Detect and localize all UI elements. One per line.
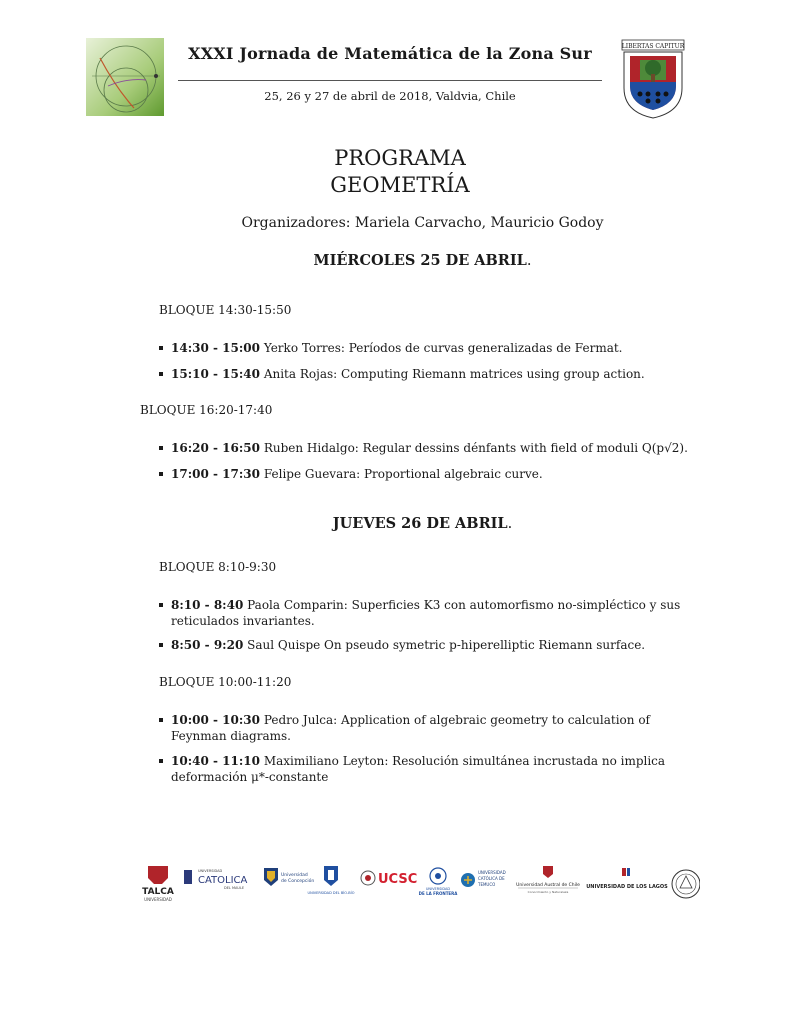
talk-title: Paola Comparin: Superficies K3 con automorfismo no-simpléctico y sus reticulados invariantes. [171, 598, 681, 628]
talk-time: 15:10 - 15:40 [171, 367, 260, 381]
svg-text:UCSC: UCSC [378, 872, 418, 887]
svg-text:Universidad: Universidad [281, 873, 308, 878]
day-heading-wednesday: MIÉRCOLES 25 DE ABRIL. [313, 252, 532, 269]
universidad-austral-crest [618, 38, 688, 120]
svg-text:UNIVERSIDAD: UNIVERSIDAD [198, 869, 223, 873]
frontera-logo [419, 868, 459, 896]
header-divider [178, 80, 602, 81]
talk-title: Felipe Guevara: Proportional algebraic curve. [263, 467, 543, 481]
bullet-icon [159, 446, 163, 450]
bullet-icon [159, 346, 163, 350]
svg-text:UNIVERSIDAD DE LOS LAGOS: UNIVERSIDAD DE LOS LAGOS [586, 884, 668, 890]
lagos-logo [586, 868, 668, 890]
block-label: BLOQUE 10:00-11:20 [159, 675, 292, 689]
catolica-maule-logo [184, 869, 248, 890]
block-label: BLOQUE 16:20-17:40 [140, 403, 273, 417]
list-item [159, 366, 707, 382]
program-title-line1: PROGRAMA [334, 146, 466, 170]
day-heading-thursday: JUEVES 26 DE ABRIL. [332, 515, 513, 532]
program-title [0, 145, 800, 199]
svg-text:TEMUCO: TEMUCO [478, 882, 496, 887]
svg-text:TALCA: TALCA [142, 887, 174, 897]
svg-text:Universidad Austral de Chile: Universidad Austral de Chile [516, 883, 580, 888]
talk-title: Saul Quispe On pseudo symetric p-hiperelliptic Riemann surface. [247, 638, 646, 652]
talca-logo [142, 866, 174, 902]
talk-title: Ruben Hidalgo: Regular dessins dénfants with field of moduli Q(p√2). [263, 441, 688, 455]
conference-dates: 25, 26 y 27 de abril de 2018, Valdvia, Chile [264, 89, 516, 103]
list-item [159, 753, 707, 785]
seal-logo [672, 870, 700, 898]
svg-text:UNIVERSIDAD: UNIVERSIDAD [478, 870, 506, 875]
svg-text:CATÓLICA DE: CATÓLICA DE [478, 876, 505, 881]
bullet-icon [159, 472, 163, 476]
list-item [159, 440, 707, 456]
austral-logo [516, 866, 580, 894]
talk-time: 8:50 - 9:20 [171, 638, 244, 652]
talk-title: Pedro Julca: Application of algebraic geometry to calculation of Feynman diagrams. [171, 713, 650, 743]
organizers: Organizadores: Mariela Carvacho, Mauricio Godoy [241, 215, 604, 231]
talk-title: Anita Rojas: Computing Riemann matrices using group action. [263, 367, 645, 381]
svg-text:Conocimiento y Naturaleza: Conocimiento y Naturaleza [527, 890, 569, 894]
list-item [159, 637, 707, 653]
talk-time: 16:20 - 16:50 [171, 441, 260, 455]
svg-text:CATOLICA: CATOLICA [198, 875, 248, 886]
bullet-icon [159, 372, 163, 376]
day-label: JUEVES 26 DE ABRIL [332, 515, 508, 532]
talk-time: 10:40 - 11:10 [171, 754, 260, 768]
svg-text:UNIVERSIDAD DEL BÍO-BÍO: UNIVERSIDAD DEL BÍO-BÍO [307, 891, 355, 895]
conference-logo [86, 38, 164, 116]
block-label: BLOQUE 8:10-9:30 [159, 560, 277, 574]
block-label: BLOQUE 14:30-15:50 [159, 303, 292, 317]
list-item [159, 466, 707, 482]
program-title-line2: GEOMETRÍA [330, 173, 470, 197]
talk-time: 14:30 - 15:00 [171, 341, 260, 355]
bullet-icon [159, 603, 163, 607]
list-item [159, 340, 707, 356]
list-item [159, 712, 707, 744]
bullet-icon [159, 643, 163, 647]
svg-text:DEL MAULE: DEL MAULE [224, 886, 245, 890]
ucsc-logo [361, 871, 417, 887]
svg-text:UNIVERSIDAD: UNIVERSIDAD [425, 887, 451, 891]
talk-time: 8:10 - 8:40 [171, 598, 244, 612]
talk-title: Yerko Torres: Períodos de curvas generalizadas de Fermat. [263, 341, 623, 355]
bullet-icon [159, 759, 163, 763]
bullet-icon [159, 718, 163, 722]
list-item [159, 597, 707, 629]
svg-text:de Concepción: de Concepción [281, 879, 315, 884]
svg-text:DE LA FRONTERA: DE LA FRONTERA [418, 891, 458, 896]
talk-title: Maximiliano Leyton: Resolución simultánea incrustada no implica deformación μ*-constante [171, 754, 666, 784]
sponsor-logos [140, 862, 700, 908]
svg-text:UNIVERSIDAD: UNIVERSIDAD [144, 897, 172, 902]
crest-motto: LIBERTAS CAPITUR [621, 43, 685, 50]
talk-time: 17:00 - 17:30 [171, 467, 260, 481]
concepcion-logo [264, 868, 314, 886]
biobio-logo [308, 866, 355, 895]
conference-title: XXXI Jornada de Matemática de la Zona Sur [188, 44, 592, 63]
talk-time: 10:00 - 10:30 [171, 713, 260, 727]
temuco-logo [461, 870, 506, 887]
day-label: MIÉRCOLES 25 DE ABRIL [313, 252, 527, 269]
